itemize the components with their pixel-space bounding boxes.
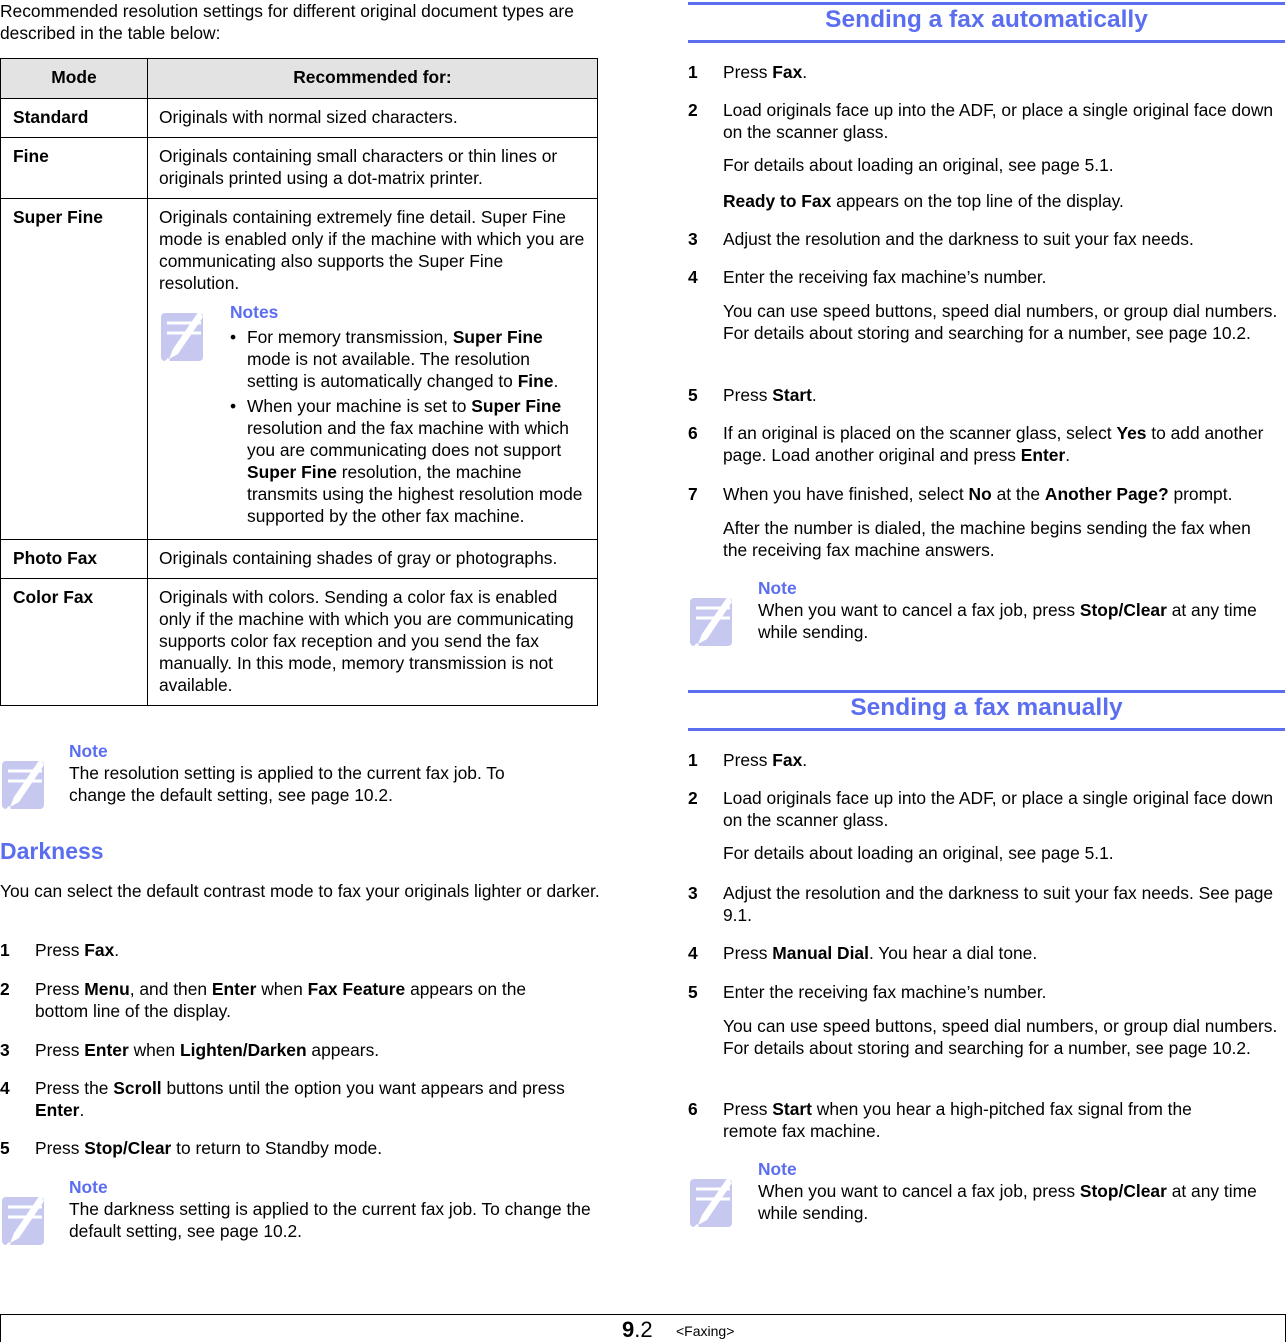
mode-cell: Fine — [1, 138, 148, 199]
step-text: Press Enter when Lighten/Darken appears. — [35, 1040, 380, 1060]
description-cell: Originals with normal sized characters. — [148, 99, 598, 138]
table-row — [1, 579, 598, 706]
note-icon — [0, 757, 48, 815]
mode-cell: Photo Fax — [1, 540, 148, 579]
step-number: 3 — [688, 883, 698, 903]
step-number: 7 — [688, 484, 698, 504]
step-text: If an original is placed on the scanner glass, select Yes to add another page. Load another original and press Enter. — [723, 423, 1264, 465]
table-header-row — [1, 59, 598, 99]
note-text: When you want to cancel a fax job, press Stop/Clear at any time while sending. — [758, 600, 1257, 642]
column-header-recommended: Recommended for: — [148, 59, 598, 99]
note-bullet: • When your machine is set to Super Fine resolution and the fax machine with which you are communicating does not support Super Fine resolution, the machine transmits using the highest resolution mode supported by the other fax machine. — [230, 395, 585, 527]
step-number: 3 — [688, 229, 698, 249]
note-title: Note — [69, 741, 108, 761]
intro-paragraph: Recommended resolution settings for different original document types are described in the table below: — [0, 1, 574, 43]
darkness-note — [0, 1176, 600, 1251]
manual-note — [688, 1158, 1286, 1233]
step-number: 6 — [688, 423, 698, 443]
mode-cell: Standard — [1, 99, 148, 138]
note-text: The resolution setting is applied to the current fax job. To change the default setting, see page 10.2. — [69, 763, 505, 805]
resolution-table — [0, 58, 598, 706]
darkness-intro: You can select the default contrast mode to fax your originals lighter or darker. — [0, 881, 600, 901]
step-text: Press Fax. — [723, 62, 808, 82]
step-text: Enter the receiving fax machine’s number. You can use speed buttons, speed dial numbers, or group dial numbers. For details about storing and searching for a number, see page 10.2. — [723, 982, 1278, 1058]
note-title: Note — [758, 1159, 797, 1179]
step-text: Press Menu, and then Enter when Fax Feature appears on the bottom line of the display. — [35, 979, 527, 1021]
mode-cell: Color Fax — [1, 579, 148, 706]
note-text: When you want to cancel a fax job, press Stop/Clear at any time while sending. — [758, 1181, 1257, 1223]
step-number: 1 — [0, 940, 10, 960]
note-icon — [688, 594, 736, 652]
note-icon — [159, 309, 207, 367]
super-fine-description: Originals containing extremely fine detail. Super Fine mode is enabled only if the machine with which you are communicating also supports the Super Fine resolution. — [159, 207, 585, 293]
note-text: The darkness setting is applied to the current fax job. To change the default setting, see page 10.2. — [69, 1199, 591, 1241]
page-number: 9.2 — [622, 1317, 653, 1342]
step-number: 4 — [0, 1078, 10, 1098]
resolution-note — [0, 740, 560, 815]
step-text: Press the Scroll buttons until the option you want appears and press Enter. — [35, 1078, 565, 1120]
step-text: Load originals face up into the ADF, or place a single original face down on the scanner glass. For details about loading an original, see page 5.1. — [723, 788, 1274, 863]
step-number: 2 — [688, 788, 698, 808]
step-text: Adjust the resolution and the darkness to suit your fax needs. — [723, 229, 1194, 249]
step-number: 5 — [688, 982, 698, 1002]
chapter-label: <Faxing> — [676, 1323, 735, 1339]
description-cell: Originals containing small characters or thin lines or originals printed using a dot-matrix printer. — [148, 138, 598, 199]
section-heading-manual: Sending a fax manually — [850, 694, 1123, 721]
step-text: Press Fax. — [35, 940, 120, 960]
description-cell: Originals with colors. Sending a color fax is enabled only if the machine with which you are communicating supports color fax reception and you send the fax manually. In this mode, memory transmission is not available. — [148, 579, 598, 706]
note-title: Note — [758, 578, 797, 598]
step-text: When you have finished, select No at the Another Page? prompt. After the number is dialed, the machine begins sending the fax when the receiving fax machine answers. — [723, 484, 1251, 560]
description-cell — [148, 199, 598, 540]
table-row — [1, 540, 598, 579]
step-number: 2 — [0, 979, 10, 999]
step-number: 2 — [688, 100, 698, 120]
super-fine-notes — [159, 301, 585, 527]
column-header-mode: Mode — [1, 59, 148, 99]
heading-rule — [688, 40, 1285, 43]
step-text: Enter the receiving fax machine’s number. You can use speed buttons, speed dial numbers, or group dial numbers. For details about storing and searching for a number, see page 10.2. — [723, 267, 1278, 343]
step-text: Adjust the resolution and the darkness to suit your fax needs. See page 9.1. — [723, 883, 1274, 925]
darkness-heading: Darkness — [0, 838, 104, 864]
step-text: Load originals face up into the ADF, or place a single original face down on the scanner glass. For details about loading an original, see page 5.1. Ready to Fax appears on the top line of the display. — [723, 100, 1274, 211]
step-text: Press Fax. — [723, 750, 808, 770]
step-text: Press Start. — [723, 385, 817, 405]
heading-rule — [688, 728, 1285, 731]
step-text: Press Stop/Clear to return to Standby mode. — [35, 1138, 383, 1158]
auto-note — [688, 577, 1286, 652]
mode-cell: Super Fine — [1, 199, 148, 540]
section-heading-auto: Sending a fax automatically — [825, 6, 1148, 33]
notes-title: Notes — [230, 302, 279, 322]
step-number: 1 — [688, 62, 698, 82]
step-number: 3 — [0, 1040, 10, 1060]
table-row — [1, 99, 598, 138]
note-bullet: • For memory transmission, Super Fine mode is not available. The resolution setting is automatically changed to Fine. — [230, 326, 585, 392]
step-text: Press Start when you hear a high-pitched fax signal from the remote fax machine. — [723, 1099, 1192, 1141]
step-number: 4 — [688, 943, 698, 963]
step-number: 1 — [688, 750, 698, 770]
table-row — [1, 138, 598, 199]
step-number: 5 — [688, 385, 698, 405]
step-number: 5 — [0, 1138, 10, 1158]
note-icon — [688, 1175, 736, 1233]
note-icon — [0, 1193, 48, 1251]
step-number: 4 — [688, 267, 698, 287]
step-text: Press Manual Dial. You hear a dial tone. — [723, 943, 1038, 963]
step-number: 6 — [688, 1099, 698, 1119]
description-cell: Originals containing shades of gray or photographs. — [148, 540, 598, 579]
note-title: Note — [69, 1177, 108, 1197]
table-row — [1, 199, 598, 540]
